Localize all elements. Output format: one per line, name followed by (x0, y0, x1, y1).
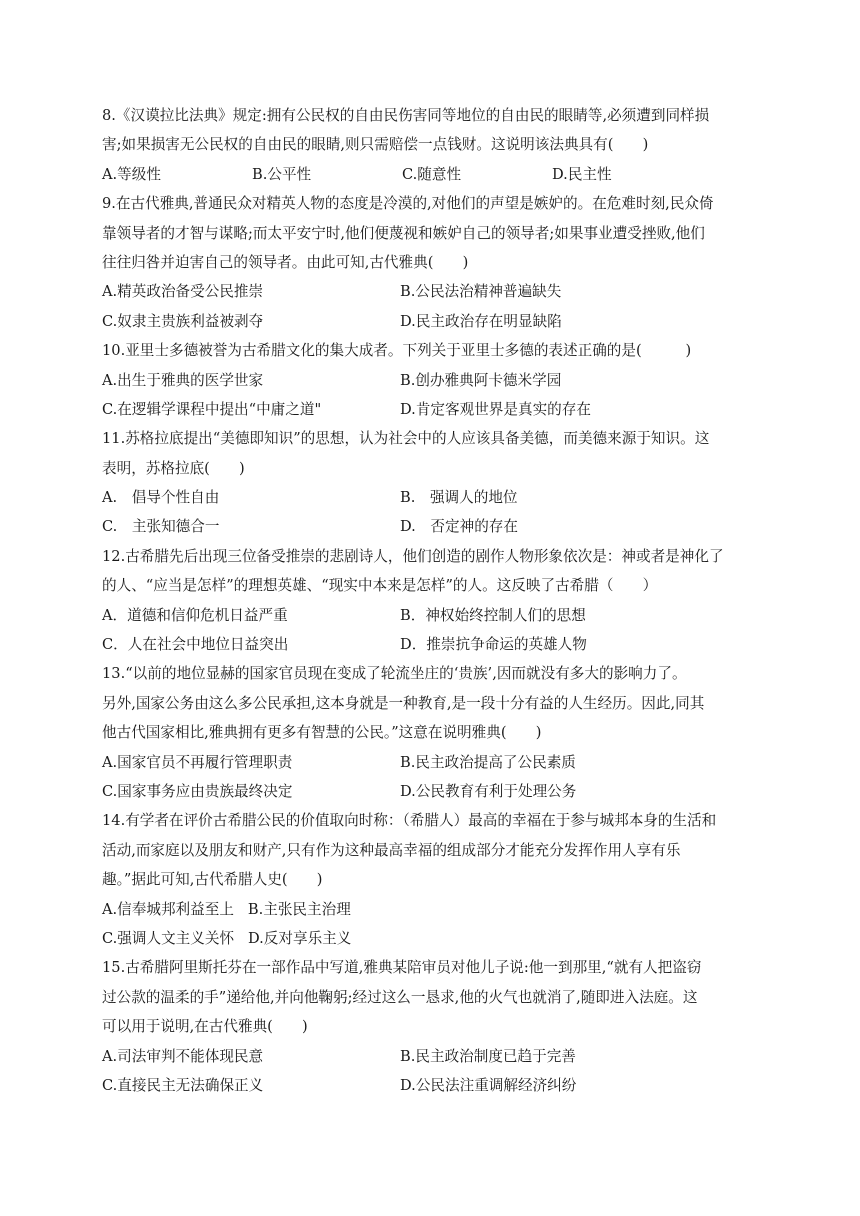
options-row (102, 1042, 762, 1071)
question-stem-line: 害;如果损害无公民权的自由民的眼睛,则只需赔偿一点钱财。这说明该法典具有( ) (102, 136, 649, 154)
options-row (102, 366, 762, 395)
question-stem-line: 8.《汉谟拉比法典》规定:拥有公民权的自由民伤害同等地位的自由民的眼睛等,必须遭到同样损 (102, 107, 710, 124)
question-14 (102, 806, 762, 953)
option-d: D.公民教育有利于处理公务 (400, 782, 577, 800)
question-stem-line: 趣。”据此可知,古代希腊人史( ) (102, 871, 323, 889)
options-row (102, 395, 762, 424)
question-11 (102, 424, 762, 542)
options-row (102, 1071, 762, 1100)
question-10 (102, 336, 762, 424)
question-8 (102, 101, 762, 189)
option-d: D.民主政治存在明显缺陷 (400, 312, 562, 330)
option-d: D.反对享乐主义 (247, 929, 352, 947)
options-row (102, 924, 762, 953)
option-d: D．推崇抗争命运的英雄人物 (400, 636, 587, 654)
option-c: C.随意性 (402, 165, 462, 183)
question-stem-line: 可以用于说明,在古代雅典( ) (102, 1018, 308, 1036)
question-stem-line: 15.古希腊阿里斯托芬在一部作品中写道,雅典某陪审员对他儿子说:他一到那里,“就有人把盗窃 (102, 959, 702, 977)
question-13 (102, 659, 762, 806)
options-row (102, 777, 762, 806)
options-row (102, 748, 762, 777)
option-d: D.民主性 (552, 165, 612, 183)
option-a: A. 倡导个性自由 (102, 489, 220, 507)
option-c: C.国家事务应由贵族最终决定 (102, 782, 293, 800)
question-stem-line: 表明，苏格拉底( ) (102, 459, 245, 477)
options-row (102, 630, 762, 659)
option-a: A.信奉城邦利益至上 (102, 900, 234, 918)
option-b: B．神权始终控制人们的思想 (400, 606, 586, 624)
option-c: C.直接民主无法确保正义 (102, 1076, 264, 1094)
question-stem-line: 11.苏格拉底提出“美德即知识”的思想，认为社会中的人应该具备美德，而美德来源于知识。这 (102, 430, 710, 448)
options-row (102, 160, 762, 189)
option-b: B.主张民主治理 (247, 900, 351, 918)
option-c: C. 主张知德合一 (102, 518, 220, 536)
option-c: C.强调人文主义关怀 (102, 929, 235, 947)
option-c: C.奴隶主贵族利益被剥夺 (102, 312, 264, 330)
question-stem-line: 过公款的温柔的手”递给他,并向他鞠躬;经过这么一恳求,他的火气也就消了,随即进入法庭。这 (102, 988, 698, 1006)
question-stem-line: 的人、“应当是怎样”的理想英雄、“现实中本来是怎样”的人。这反映了古希腊（ ） (102, 577, 658, 595)
option-b: B.公民法治精神普遍缺失 (400, 283, 562, 301)
option-b: B.民主政治制度已趋于完善 (400, 1047, 576, 1065)
option-b: B.民主政治提高了公民素质 (400, 753, 576, 771)
option-b: B. 强调人的地位 (400, 489, 518, 507)
question-stem-line: 往往归咎并迫害自己的领导者。由此可知,古代雅典( ) (102, 253, 469, 271)
options-row (102, 512, 762, 541)
question-stem-line: 靠领导者的才智与谋略;而太平安宁时,他们便蔑视和嫉妒自己的领导者;如果事业遭受挫败,他们 (102, 224, 705, 242)
question-stem-line: 9.在古代雅典,普通民众对精英人物的态度是冷漠的,对他们的声望是嫉妒的。在危难时刻,民众倚 (102, 195, 714, 213)
options-row (102, 483, 762, 512)
option-c: C．人在社会中地位日益突出 (102, 636, 289, 654)
options-row (102, 277, 762, 306)
option-a: A.等级性 (102, 165, 161, 183)
option-c: C.在逻辑学课程中提出“中庸之道" (102, 400, 322, 418)
question-stem-line: 活动,而家庭以及朋友和财产,只有作为这种最高幸福的组成部分才能充分发挥作用人享有乐 (102, 841, 681, 859)
question-stem-line: 14.有学者在评价古希腊公民的价值取向时称：（希腊人）最高的幸福在于参与城邦本身的生活和 (102, 812, 717, 830)
option-b: B.公平性 (252, 165, 312, 183)
exam-page (102, 101, 762, 1100)
options-row (102, 601, 762, 630)
question-stem-line: 10.亚里士多德被誉为古希腊文化的集大成者。下列关于亚里士多德的表述正确的是( ) (102, 342, 692, 360)
question-15 (102, 953, 762, 1100)
option-a: A.国家官员不再履行管理职责 (102, 753, 293, 771)
option-a: A.精英政治备受公民推崇 (102, 283, 264, 301)
option-a: A.司法审判不能体现民意 (102, 1047, 264, 1065)
option-a: A．道德和信仰危机日益严重 (102, 606, 288, 624)
options-row (102, 895, 762, 924)
option-d: D. 否定神的存在 (400, 518, 518, 536)
options-row (102, 307, 762, 336)
option-b: B.创办雅典阿卡德米学园 (400, 371, 562, 389)
question-9 (102, 189, 762, 336)
option-a: A.出生于雅典的医学世家 (102, 371, 264, 389)
question-12 (102, 542, 762, 660)
question-stem-line: 另外,国家公务由这么多公民承担,这本身就是一种教育,是一段十分有益的人生经历。因此,同其 (102, 694, 705, 712)
question-stem-line: 他古代国家相比,雅典拥有更多有智慧的公民。”这意在说明雅典( ) (102, 724, 542, 742)
question-stem-line: 12.古希腊先后出现三位备受推崇的悲剧诗人，他们创造的剧作人物形象依次是：神或者是神化了 (102, 547, 724, 565)
option-d: D.公民法注重调解经济纠纷 (400, 1076, 577, 1094)
question-stem-line: 13.“以前的地位显赫的国家官员现在变成了轮流坐庄的‘贵族’,因而就没有多大的影响力了。 (102, 665, 687, 683)
option-d: D.肯定客观世界是真实的存在 (400, 400, 591, 418)
